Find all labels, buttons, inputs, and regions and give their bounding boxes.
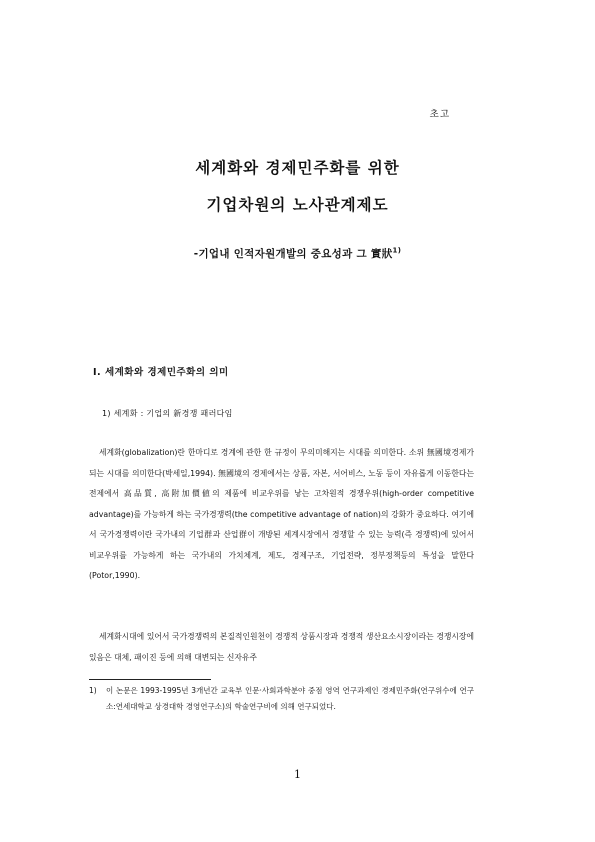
body-paragraph-1: 세계화(globalization)란 한마디로 경계에 관한 한 규정이 무의미해지는 시대를 의미한다. 소위 無國境경제가 되는 시대를 의미한다(박세일,1994). 無國境의 경제에서는 상품, 자본, 서어비스, 노동 등이 자유롭게 이동한다는 전제에서 高品質, 高附加價値의 제품에 비교우위를 낳는 고차원적 경쟁우위(high-order competitive advantage)를 가능하게 하는 국가경쟁력(the competitive advantage of nation)의 강화가 중요하다. 여기에서 국가경쟁력이란 국가내의 기업群과 산업群이 개방된 세계시장에서 경쟁할 수 있는 능력(즉 경쟁력)에 있어서 비교우위를 가능하게 하는 국가내의 가치체계, 제도, 경제구조, 기업전략, 정부정책등의 특성을 말한다(Potor,1990). [89,448,474,580]
footnote-marker: 1) [89,686,97,695]
subsection-heading: 1) 세계화 : 기업의 新경쟁 패러다임 [102,409,233,418]
section-heading: Ⅰ. 세계화와 경제민주화의 의미 [93,367,229,378]
draft-label: 초고 [429,109,450,120]
subtitle-text: -기업내 인적자원개발의 중요성과 그 實狀 [193,248,393,260]
paper-title-line-2: 기업차원의 노사관계제도 [206,195,389,214]
subtitle-footnote-ref[interactable]: 1) [392,246,402,255]
paper-title-line-1: 세계화와 경제민주화를 위한 [195,158,400,177]
page-number: 1 [294,768,301,781]
footnote-text: 이 논문은 1993-1995년 3개년간 교육부 인문·사회과학분야 중점 영역 연구과제인 경제민주화(연구위수에 연구소:연세대학교 상경대학 경영연구소)의 학술연구비에 의해 연구되었다. [106,686,474,711]
body-paragraph-2: 세계화시대에 있어서 국가경쟁력의 본질적인원천이 경쟁적 상품시장과 경쟁적 생산요소시장이라는 경쟁시장에 있음은 대체, 패이진 등에 의해 대변되는 신자유주 [89,632,474,662]
footnote-divider [89,679,211,680]
footnote [89,683,474,715]
paper-subtitle [0,246,595,261]
